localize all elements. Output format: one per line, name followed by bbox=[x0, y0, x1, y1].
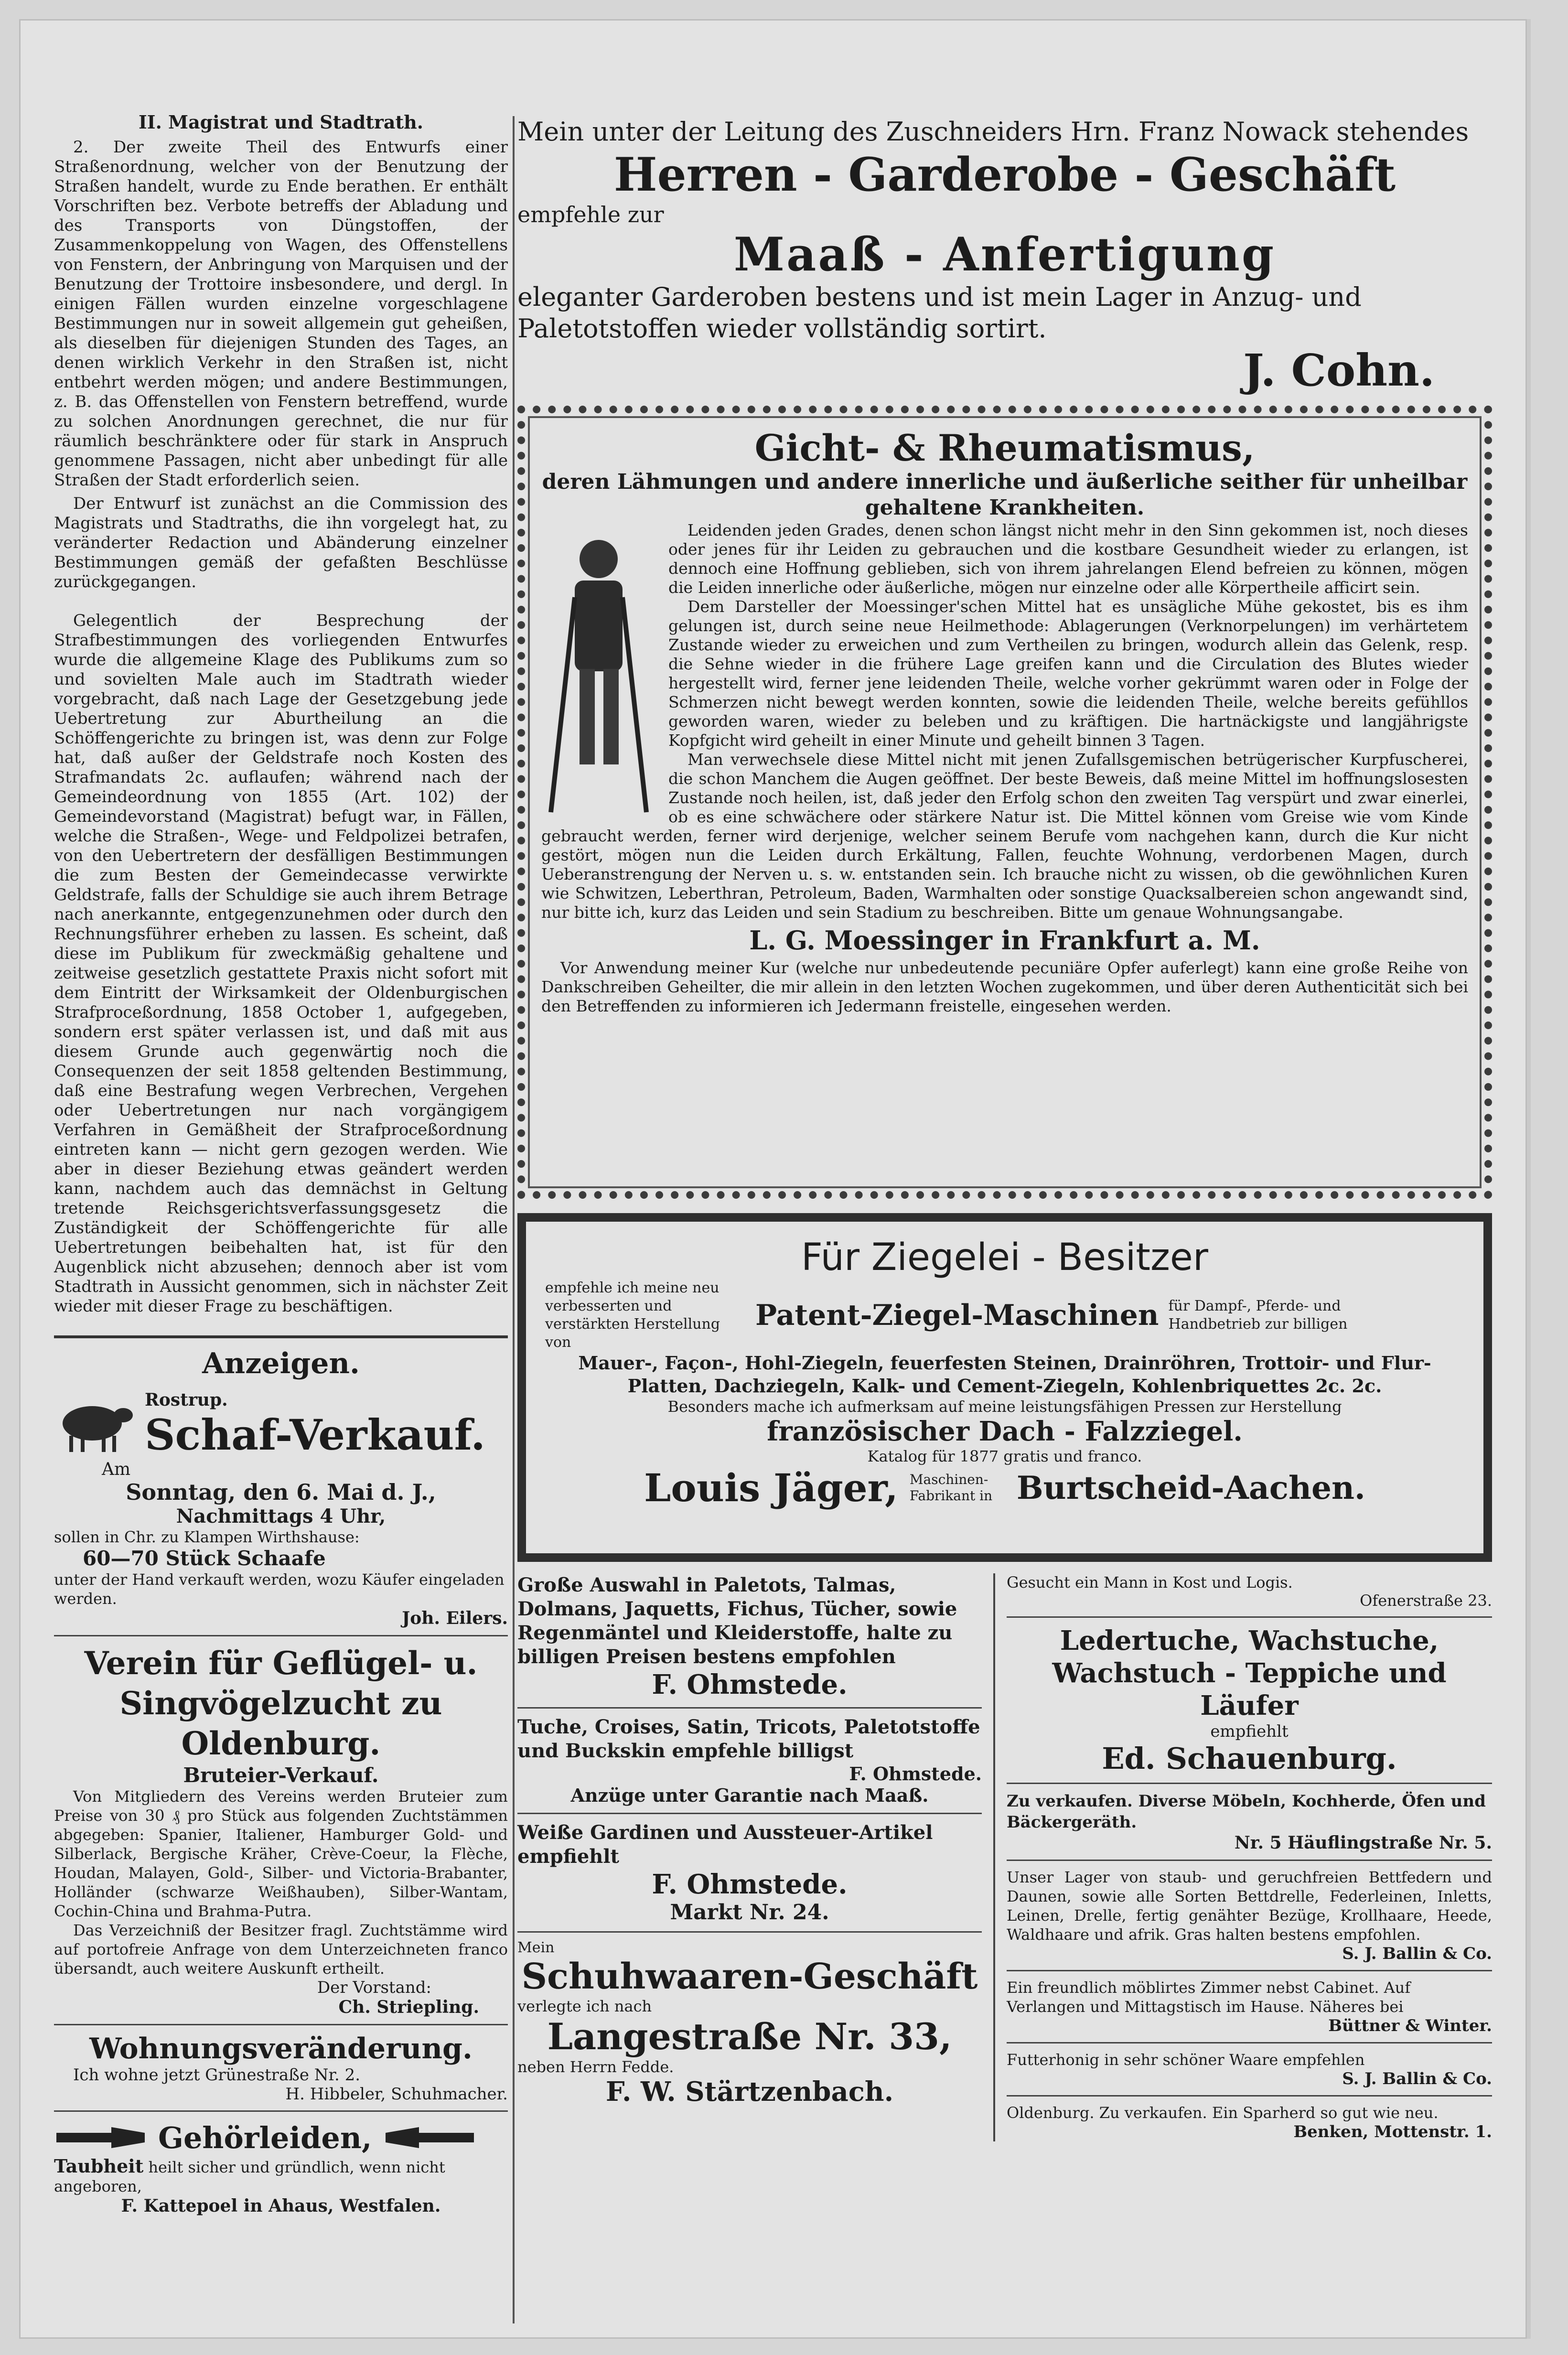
ziegel-line2: Besonders mache ich aufmerksam auf meine leistungsfähigen Pressen zur Herstellung bbox=[667, 1398, 1342, 1416]
wohnung-text: Ich wohne jetzt Grünestraße Nr. 2. bbox=[73, 2065, 361, 2085]
schuh-sign: F. W. Stärtzenbach. bbox=[605, 2076, 894, 2108]
wohnung-ad bbox=[54, 2032, 508, 2104]
schuh-mein: Mein bbox=[517, 1939, 555, 1956]
crippled-man-figure bbox=[541, 526, 656, 822]
small-ad-sign: Ofenerstraße 23. bbox=[1360, 1592, 1492, 1610]
section-heading: II. Magistrat und Stadtrath. bbox=[139, 111, 423, 133]
schuh-verlegt: verlegte ich nach bbox=[517, 1997, 652, 2015]
divider bbox=[54, 1635, 508, 1636]
ohm-sign: F. Ohmstede. bbox=[652, 1669, 848, 1700]
newspaper-page bbox=[19, 19, 1527, 2339]
ziegel-intro-right: für Dampf-, Pferde- und Handbetrieb zur billigen bbox=[1168, 1298, 1348, 1333]
ohm-sign: F. Ohmstede. bbox=[652, 1869, 848, 1900]
divider bbox=[1007, 2042, 1492, 2043]
divider bbox=[54, 1335, 508, 1338]
ziegel-list: Mauer-, Façon-, Hohl-Ziegeln, feuerfesten Steinen, Drainröhren, Trottoir- und Flur-Platten, Dachziegeln, Kalk- und Cement-Ziegeln, Kohlenbriquettes 2c. 2c. bbox=[578, 1352, 1431, 1397]
schuh-neben: neben Herrn Fedde. bbox=[517, 2058, 674, 2076]
bottom-ads-row bbox=[517, 1573, 1492, 2141]
article-paragraph: Der Entwurf ist zunächst an die Commission des Magistrats und Stadtraths, die ihn vorgelegt hat, zu veränderter Redaction und Abänderung einzelner Bestimmungen gemäß der gefaßten Beschlüsse zurückgegangen. bbox=[54, 494, 508, 591]
ziegel-role: Maschinen-Fabrikant in bbox=[909, 1472, 993, 1504]
ziegel-title: Für Ziegelei - Besitzer bbox=[801, 1236, 1208, 1279]
gicht-title: Gicht- & Rheumatismus, bbox=[754, 427, 1255, 469]
ohm-sign: F. Ohmstede. bbox=[849, 1763, 982, 1785]
divider bbox=[517, 1707, 982, 1709]
ziegel-ad bbox=[517, 1213, 1492, 1562]
small-ad-text: Futterhonig in sehr schöner Waare empfehlen bbox=[1007, 2051, 1365, 2069]
schuh-street: Langestraße Nr. 33, bbox=[547, 2015, 952, 2058]
gehor-taubheit: Taubheit bbox=[54, 2155, 144, 2177]
small-ad-text: Zu verkaufen. Diverse Möbeln, Kochherde, Öfen und Bäckergeräth. bbox=[1007, 1792, 1486, 1832]
schaf-place: Rostrup. bbox=[145, 1390, 228, 1410]
leder-title: Ledertuche, Wachstuche, Wachstuch - Teppiche und Läufer bbox=[1052, 1625, 1447, 1721]
schaf-date: Sonntag, den 6. Mai d. J., bbox=[126, 1479, 436, 1505]
divider bbox=[517, 1813, 982, 1814]
divider bbox=[517, 1931, 982, 1933]
anzeigen-heading: Anzeigen. bbox=[202, 1347, 360, 1380]
cohn-line1: Mein unter der Leitung des Zuschneiders Hrn. Franz Nowack stehendes bbox=[517, 117, 1469, 147]
pointing-hand-icon bbox=[381, 2118, 476, 2157]
gehor-ad bbox=[54, 2118, 508, 2216]
schaf-title: Schaf-Verkauf. bbox=[145, 1410, 485, 1460]
gehor-title: Gehörleiden, bbox=[158, 2120, 372, 2155]
ohm-text: Anzüge unter Garantie nach Maaß. bbox=[570, 1785, 929, 1806]
verein-title: Verein für Geflügel- u. Singvögelzucht zu Oldenburg. bbox=[84, 1645, 478, 1762]
verein-sub: Bruteier-Verkauf. bbox=[183, 1764, 379, 1787]
schaf-ad bbox=[54, 1390, 508, 1628]
small-ad-sign: S. J. Ballin & Co. bbox=[1342, 1944, 1492, 1963]
schaf-line: unter der Hand verkauft werden, wozu Käufer eingeladen werden. bbox=[54, 1570, 505, 1608]
cohn-empfehle: empfehle zur bbox=[517, 202, 664, 227]
leder-empf: empfiehlt bbox=[1210, 1722, 1289, 1741]
article-paragraph: Gelegentlich der Besprechung der Strafbestimmungen des vorliegenden Entwurfes wurde die allgemeine Klage des Publikums zum so und sovielten Male auch im Stadtrath wieder vorgebracht, daß nach Lage der Gesetzgebung jede Uebertretung zur Aburtheilung an die Schöffengerichte zu bringen ist, was denn zur Folge hat, daß außer der Geldstrafe noch Kosten des Strafmandats 2c. auflaufen; während nach der Gemeindeordnung von 1855 (Art. 102) der Gemeindevorstand (Magistrat) befugt war, in Fällen, welche die Straßen-, Wege- und Feldpolizei betrafen, von den Uebertretern der desfälligen Bestimmungen die zum Besten der Gemeindecasse verwirkte Geldstrafe, falls der Schuldige sie auch ihrem Betrage nach anerkannte, entgegenzunehmen oder durch den Rechnungsführer erheben zu lassen. Es scheint, daß diese im Publikum für zweckmäßig gehaltene und zeitweise gesetzlich gestattete Praxis nicht sofort mit dem Eintritt der Wirksamkeit der Oldenburgischen Strafproceßordnung, 1858 October 1, aufgegeben, sondern erst später verlassen ist, und daß mit aus diesem Grunde auch gegenwärtig noch die Consequenzen der seit 1858 geltenden Bestimmung, daß eine Bestrafung wegen Verbrechen, Vergehen oder Uebertretungen nur nach vorgängigem Verfahren in Gemäßheit der Strafproceßordnung eintreten kann — nicht gern gezogen werden. Wie aber in dieser Beziehung etwas geändert werden kann, nachdem auch das demnächst in Geltung tretende Reichsgerichtsverfassungsgesetz die Zuständigkeit der Schöffengerichte für alle Uebertretungen beibehalten hat, ist für den Augenblick nicht abzusehen; dennoch aber ist vom Stadtrath in Aussicht genommen, sich in nächster Zeit wieder mit dieser Frage zu beschäftigen. bbox=[54, 611, 508, 1316]
ziegel-name: Louis Jäger, bbox=[644, 1465, 898, 1510]
divider bbox=[1007, 1860, 1492, 1861]
small-ad-text: Oldenburg. Zu verkaufen. Ein Sparherd so gut wie neu. bbox=[1007, 2104, 1439, 2122]
gehor-sign: F. Kattepoel in Ahaus, Westfalen. bbox=[121, 2196, 441, 2216]
cohn-line2: eleganter Garderoben bestens und ist mein Lager in Anzug- und Paletotstoffen wieder vollständig sortirt. bbox=[517, 282, 1362, 344]
divider bbox=[54, 2110, 508, 2112]
verein-sign2: Ch. Striepling. bbox=[338, 1997, 479, 2017]
gicht-sign: L. G. Moessinger in Frankfurt a. M. bbox=[749, 925, 1260, 956]
small-ad-text: Gesucht ein Mann in Kost und Logis. bbox=[1007, 1573, 1293, 1592]
gicht-p4: Vor Anwendung meiner Kur (welche nur unbedeutende pecuniäre Opfer auferlegt) kann eine große Reihe von Dankschreiben Geheilter, die mir allein in den letzten Wochen zugekommen, und über deren Authenticität sich bei den Betreffenden zu informieren ich Jedermann freistelle, eingesehen werden. bbox=[541, 958, 1468, 1015]
wohnung-title: Wohnungsveränderung. bbox=[89, 2032, 473, 2065]
cohn-massz: Maaß - Anfertigung bbox=[733, 227, 1276, 281]
small-ad-sign: Benken, Mottenstr. 1. bbox=[1293, 2122, 1492, 2141]
bottom-right-ads bbox=[995, 1573, 1492, 2141]
gicht-p1: Leidenden jeden Grades, denen schon längst nicht mehr in den Sinn gekommen ist, noch dieses oder jenes für ihr Leiden zu gebrauchen und die kostbare Gesundheit wieder zu erlangen, ist dennoch eine Hoffnung geblieben, sich von ihrem jahrelangen Elend befreien zu können, mögen die Leiden innerliche oder äußerliche, mögen nur einzelne oder alle Körpertheile afficirt sein. bbox=[668, 521, 1468, 597]
column-divider bbox=[513, 116, 515, 2323]
wohnung-sign: H. Hibbeler, Schuhmacher. bbox=[285, 2085, 508, 2104]
small-ad-text: Ein freundlich möblirtes Zimmer nebst Cabinet. Auf Verlangen und Mittagstisch im Hause. Näheres bei bbox=[1007, 1979, 1411, 2016]
gicht-ad bbox=[517, 406, 1492, 1199]
ohm-text: Tuche, Croises, Satin, Tricots, Paletotstoffe und Buckskin empfehle billigst bbox=[517, 1716, 980, 1762]
verein-ad bbox=[54, 1643, 508, 2017]
verein-text: Von Mitgliedern des Vereins werden Bruteier zum Preise von 30 ₰ pro Stück aus folgenden Zuchtstämmen abgegeben: Spanier, Italiener, Hamburger Gold- und Silberlack, Bergische Kräher, Crève-Coeur, la Flèche, Houdan, Malayen, Gold-, Silber- und Victoria-Brabanter, Holländer (schwarze Weißhauben), Silber-Wantam, Cochin-China und Brahma-Putra. bbox=[54, 1787, 508, 1920]
right-column bbox=[517, 116, 1492, 2141]
gicht-p2: Dem Darsteller der Moessinger'schen Mittel hat es unsägliche Mühe gekostet, bis es ihm gelungen ist, durch seine neue Heilmethode: Ablagerungen (Verknorpelungen) im verhärtetem Zustande wieder zu erweichen und zum Vertheilen zu bringen, wodurch allein das Gelenk, resp. die Sehne wieder in die frühere Lage greifen kann und die Circulation des Blutes wieder hergestellt wird, ferner jene leidenden Theile, welche vorher gekrümmt waren oder in Folge der Schmerzen nicht bewegt werden konnten, sowie die leidenden Theile, welche bereits gefühllos geworden waren, wieder zu beleben und zu kräftigen. Die hartnäckigste und langjährigste Kopfgicht wird geheilt in einer Minute und geheilt binnen 3 Tagen. bbox=[668, 597, 1468, 750]
ohm-text: Weiße Gardinen und Aussteuer-Artikel empfiehlt bbox=[517, 1821, 933, 1868]
cohn-title: Herren - Garderobe - Geschäft bbox=[613, 148, 1396, 202]
schaf-line: sollen in Chr. zu Klampen Wirthshause: bbox=[54, 1528, 360, 1546]
schaf-time: Nachmittags 4 Uhr, bbox=[176, 1505, 386, 1527]
ziegel-machine: Patent-Ziegel-Maschinen bbox=[755, 1299, 1159, 1332]
small-ad-text: Unser Lager von staub- und geruchfreien Bettfedern und Daunen, sowie alle Sorten Bettdrelle, Federleinen, Inletts, Leinen, Drelle, fertig genähter Bezüge, Krollhaare, Heede, Waldhaare und afrik. Gras halten bestens empfohlen. bbox=[1007, 1868, 1492, 1944]
gicht-p3: Man verwechsele diese Mittel nicht mit jenen Zufallsgemischen betrügerischer Kurpfuscherei, die schon Manchem die Augen geöffnet. Der beste Beweis, daß meine Mittel im hoffnungslosesten Zustande noch heilen, ist, daß jeder den Erfolg schon den zweiten Tag verspürt und zwar einerlei, ob es eine schwächere oder stärkere Natur ist. Die Mittel können vom Greise wie vom Kinde gebraucht werden, ferner wird derjenige, welcher seinem Berufe vom nachgehen kann, durch die Kur nicht gestört, mögen nun die Leiden durch Erkältung, Fallen, feuchte Wohnung, verdorbenen Magen, durch Ueberanstrengung der Nerven u. s. w. entstanden sein. Ich brauche nicht zu wissen, ob die gewöhnlichen Kuren wie Schwitzen, Leberthran, Petroleum, Baden, Warmhalten oder sonstige Quacksalbereien schon angewandt sind, nur bitte ich, kurz das Leiden und sein Stadium zu beschreiben. Bitte um genaue Wohnungsangabe. bbox=[541, 750, 1468, 922]
divider bbox=[1007, 1783, 1492, 1784]
bottom-left-ads bbox=[517, 1573, 995, 2141]
schaf-am: Am bbox=[102, 1460, 131, 1479]
ohm-addr: Markt Nr. 24. bbox=[670, 1900, 829, 1925]
cohn-sign: J. Cohn. bbox=[1243, 344, 1435, 396]
schaf-sign: Joh. Eilers. bbox=[402, 1608, 508, 1628]
schaf-count: 60—70 Stück Schaafe bbox=[83, 1547, 326, 1570]
divider bbox=[54, 2024, 508, 2025]
schuh-title: Schuhwaaren-Geschäft bbox=[521, 1956, 978, 1997]
verein-sign1: Der Vorstand: bbox=[317, 1978, 431, 1997]
ziegel-katalog: Katalog für 1877 gratis und franco. bbox=[867, 1447, 1142, 1465]
ohm-text: Große Auswahl in Paletots, Talmas, Dolmans, Jaquetts, Fichus, Tücher, sowie Regenmäntel und Kleiderstoffe, halte zu billigen Preisen bestens empfohlen bbox=[517, 1574, 957, 1668]
small-ad-sign: S. J. Ballin & Co. bbox=[1342, 2069, 1492, 2088]
ziegel-place: Burtscheid-Aachen. bbox=[1016, 1469, 1365, 1506]
ziegel-intro-left: empfehle ich meine neu verbesserten und verstärkten Herstellung von bbox=[545, 1280, 720, 1351]
pointing-hand-icon bbox=[54, 2118, 150, 2157]
gicht-sub: deren Lähmungen und andere innerliche und äußerliche seither für unheilbar gehaltene Krankheiten. bbox=[542, 470, 1468, 520]
small-ad-sign: Büttner & Winter. bbox=[1328, 2016, 1492, 2035]
cohn-ad bbox=[517, 116, 1492, 396]
left-column bbox=[54, 92, 508, 2216]
leder-sign: Ed. Schauenburg. bbox=[1102, 1741, 1397, 1776]
ziegel-falz: französischer Dach - Falzziegel. bbox=[767, 1416, 1243, 1447]
small-ad-sign: Nr. 5 Häuflingstraße Nr. 5. bbox=[1234, 1833, 1492, 1853]
divider bbox=[1007, 1970, 1492, 1971]
gehor-text: heilt sicher und gründlich, wenn nicht angeboren, bbox=[54, 2158, 445, 2195]
article-paragraph: 2. Der zweite Theil des Entwurfs einer Straßenordnung, welcher von der Benutzung der Straßen handelt, wurde zu Ende berathen. Er enthält Vorschriften bez. Verbote betreffs der Abladung und des Transports von Düngstoffen, der Zusammenkoppelung von Wagen, des Offenstellens von Fenstern, der Anbringung von Marquisen und der Benutzung der Trottoire insbesondere, und dergl. In einigen Fällen wurden einzelne vorgeschlagene Bestimmungen nur in soweit allgemein gut geheißen, als dieselben für diejenigen Stunden des Tages, an denen wirklich Verkehr in den Straßen ist, nicht entbehrt werden mögen; und andere Bestimmungen, z. B. das Offenstellen von Fenstern betreffend, wurde zu solchen Anordnungen gerechnet, die nur für räumlich beschränktere oder für stark in Anspruch genommene Passagen, nicht aber unbedingt für alle Straßen der Stadt erforderlich seien. bbox=[54, 138, 508, 490]
divider bbox=[1007, 1616, 1492, 1618]
verein-text2: Das Verzeichniß der Besitzer fragl. Zuchtstämme wird auf portofreie Anfrage von dem Unterzeichneten franco übersandt, auch weitere Auskunft ertheilt. bbox=[54, 1921, 508, 1978]
sheep-icon bbox=[54, 1394, 135, 1456]
divider bbox=[1007, 2095, 1492, 2097]
